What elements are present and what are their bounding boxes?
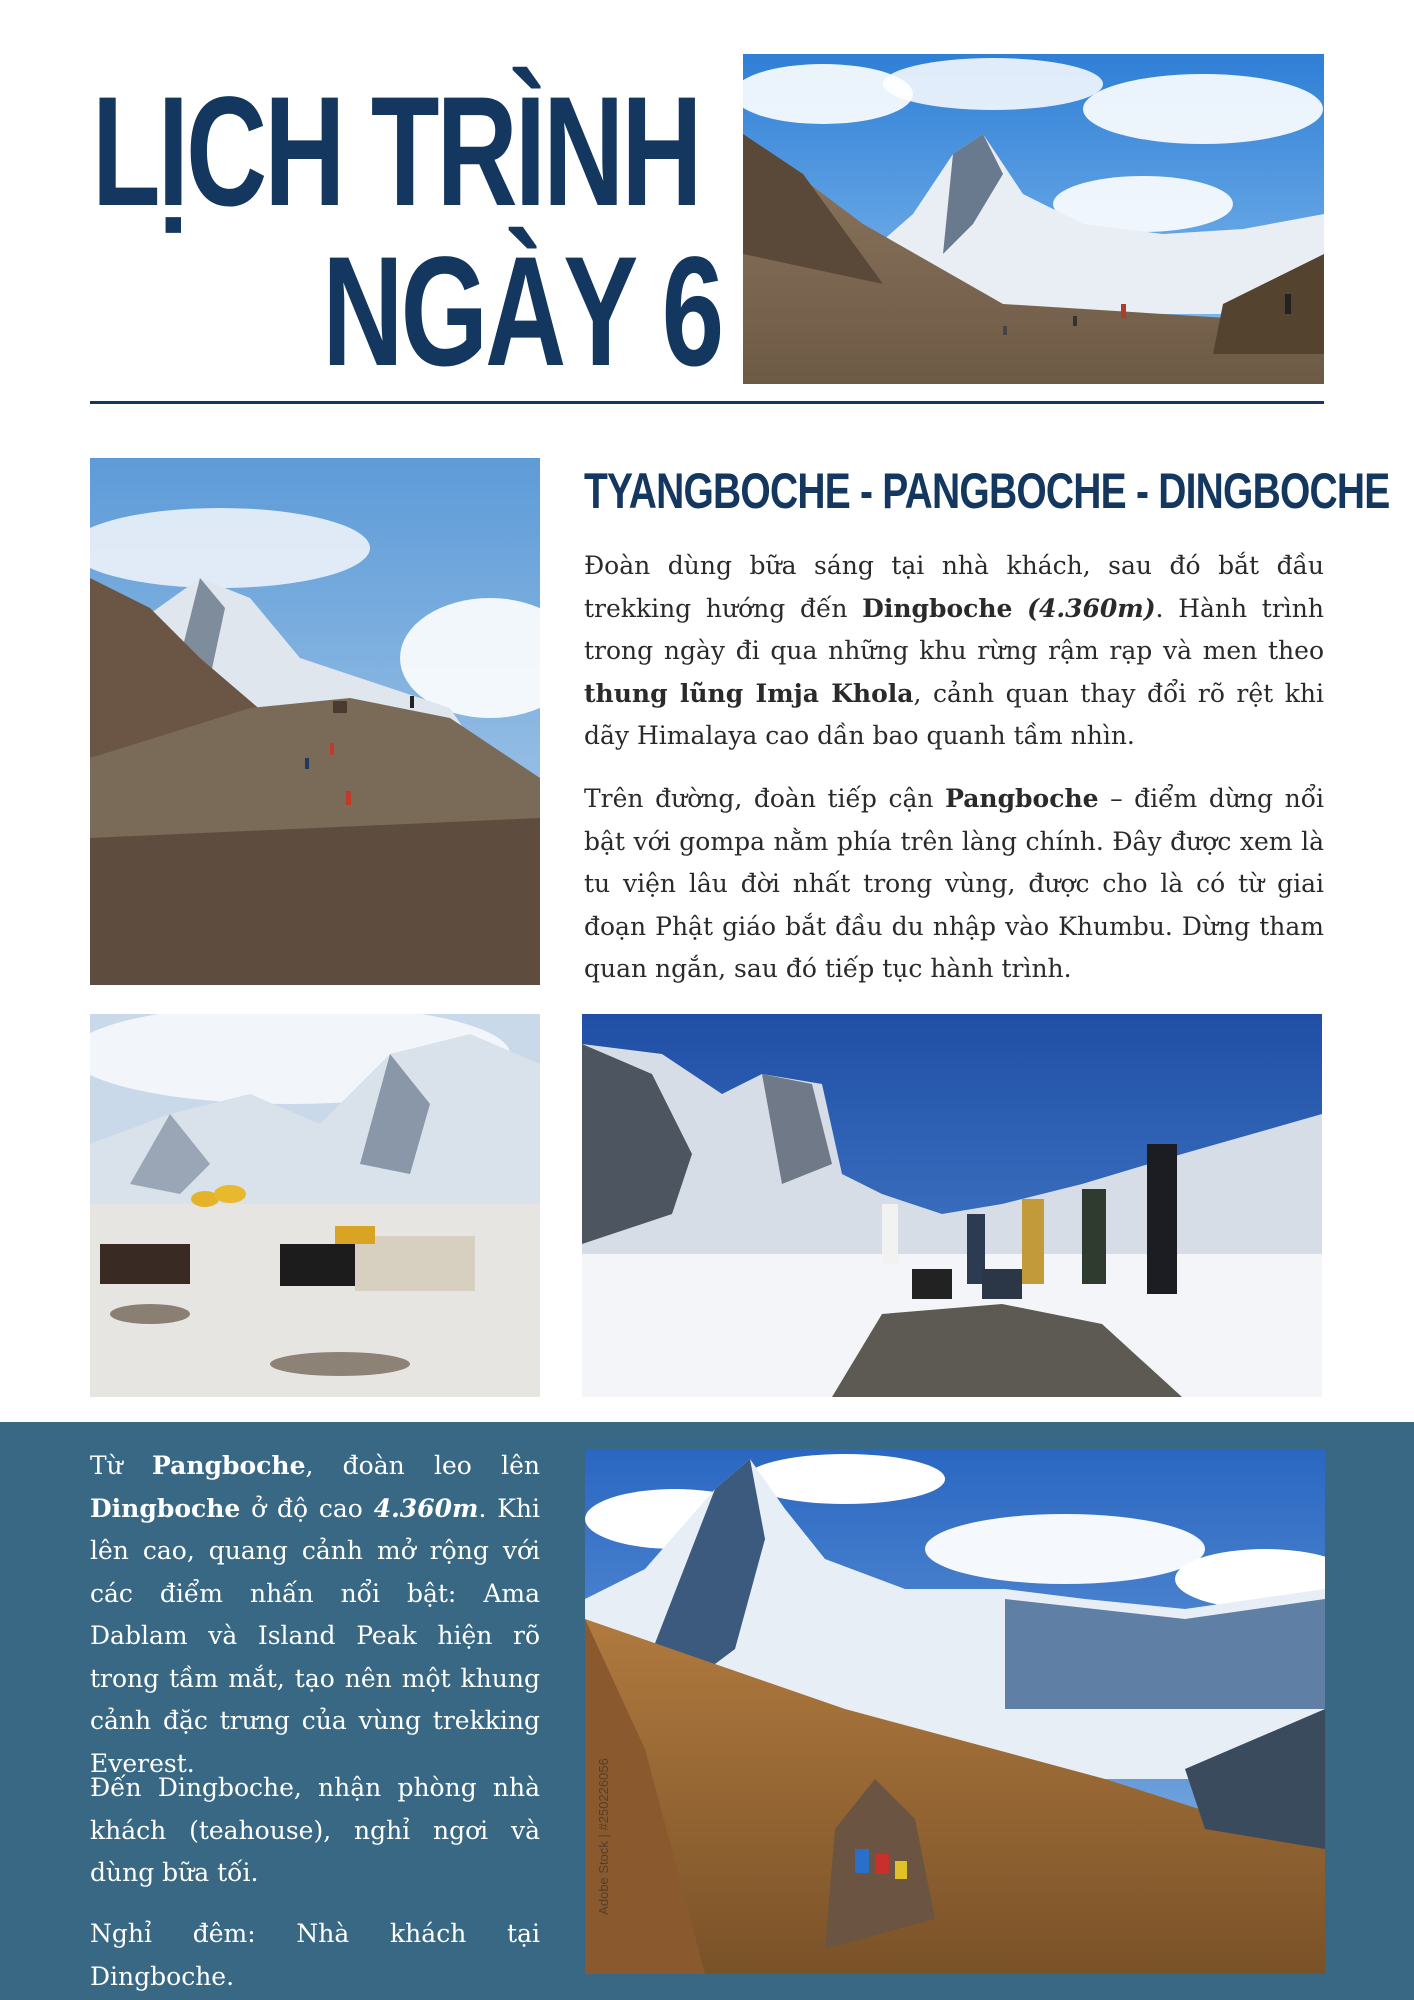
photo-ama-dablam xyxy=(585,1449,1325,1974)
paragraph-pangboche: Trên đường, đoàn tiếp cận Pangboche – điểm dừng nổi bật với gompa nằm phía trên làng chính. Đây được xem là tu viện lâu đời nhất trong vùng, được cho là có từ giai đoạn Phật giáo bắt đầu du nhập vào Khumbu. Dừng tham quan ngắn, sau đó tiếp tục hành trình. xyxy=(584,784,1324,983)
photo-ridge-trekkers xyxy=(90,458,540,985)
photo-yaks-camp xyxy=(90,1014,540,1397)
paragraph-overnight: Nghỉ đêm: Nhà khách tại Dingboche. xyxy=(90,1919,540,1991)
photo-group-snow xyxy=(582,1014,1322,1397)
bottom-band xyxy=(0,1422,1414,2000)
title-line-2: NGÀY 6 xyxy=(322,225,722,399)
paragraph-ascent: Từ Pangboche, đoàn leo lên Dingboche ở độ cao 4.360m. Khi lên cao, quang cảnh mở rộng với các điểm nhấn nổi bật: Ama Dablam và Island Peak hiện rõ trong tầm mắt, tạo nên một khung cảnh đặc trưng của vùng trekking Everest. xyxy=(90,1451,540,1778)
title-divider xyxy=(90,401,1324,404)
paragraph-arrival: Đến Dingboche, nhận phòng nhà khách (teahouse), nghỉ ngơi và dùng bữa tối. xyxy=(90,1773,540,1887)
title-line-1: LỊCH TRÌNH xyxy=(92,65,700,239)
page-title xyxy=(92,65,722,399)
photo-watermark: Adobe Stock | #250226056 xyxy=(595,1758,611,1915)
paragraph-morning: Đoàn dùng bữa sáng tại nhà khách, sau đó bắt đầu trekking hướng đến Dingboche (4.360m). Hành trình trong ngày đi qua những khu rừng rậm rạp và men theo thung lũng Imja Khola, cảnh quan thay đổi rõ rệt khi dãy Himalaya cao dần bao quanh tầm nhìn. xyxy=(584,551,1324,750)
route-heading: TYANGBOCHE - PANGBOCHE - DINGBOCHE xyxy=(584,463,1390,519)
photo-valley-trekkers xyxy=(743,54,1324,384)
